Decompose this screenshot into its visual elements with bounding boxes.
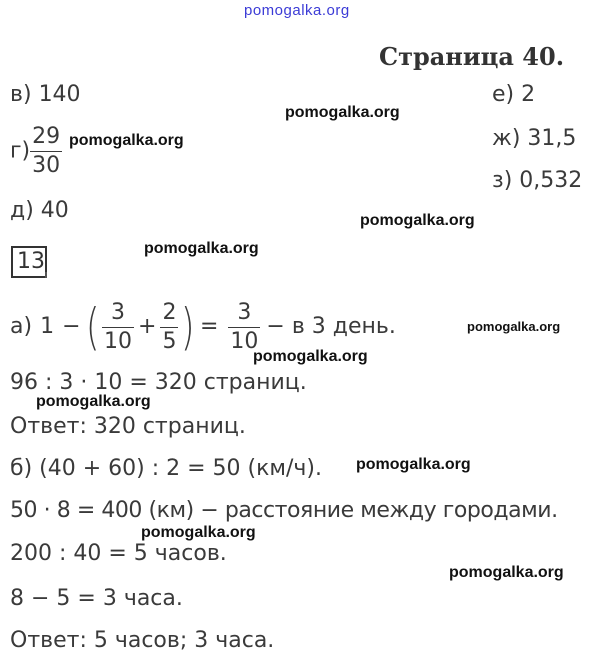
- solution-line: Ответ: 320 страниц.: [10, 414, 246, 439]
- watermark[interactable]: pomogalka.org: [449, 564, 564, 581]
- right-paren: ): [181, 298, 196, 356]
- top-watermark[interactable]: pomogalka.org: [244, 2, 350, 19]
- left-paren: (: [85, 298, 100, 356]
- answer-g: [10, 126, 62, 177]
- watermark[interactable]: pomogalka.org: [141, 524, 256, 541]
- fraction-numerator: 3: [237, 299, 252, 325]
- fraction-two-fifths: [160, 299, 178, 354]
- fraction-denominator: 10: [230, 328, 259, 354]
- task-box-tail: [45, 272, 47, 278]
- watermark[interactable]: pomogalka.org: [467, 319, 561, 334]
- task-a-label: а): [10, 314, 33, 339]
- answer-label: ж): [492, 126, 521, 151]
- plus-sign: +: [138, 314, 157, 339]
- fraction-denominator: 30: [32, 153, 61, 178]
- fraction-numerator: 29: [32, 124, 61, 149]
- page-title: Страница 40.: [379, 42, 565, 71]
- watermark[interactable]: pomogalka.org: [69, 132, 184, 149]
- answer-d: [10, 200, 69, 222]
- answer-value: 31,5: [527, 126, 577, 151]
- watermark[interactable]: pomogalka.org: [360, 212, 475, 229]
- answer-zh: [492, 128, 576, 150]
- fraction-numerator: 3: [111, 299, 126, 325]
- fraction-result: [228, 299, 260, 354]
- fraction-numerator: 2: [162, 299, 177, 325]
- watermark[interactable]: pomogalka.org: [253, 348, 368, 365]
- answer-value: 140: [38, 82, 81, 107]
- fraction-denominator: 10: [104, 328, 133, 354]
- watermark[interactable]: pomogalka.org: [285, 104, 400, 121]
- task-number-box: 13: [11, 246, 47, 278]
- minus-sign: −: [62, 314, 81, 339]
- solution-line: Ответ: 5 часов; 3 часа.: [10, 628, 275, 653]
- answer-label: д): [10, 198, 34, 223]
- answer-value: 40: [40, 198, 69, 223]
- solution-line: 8 − 5 = 3 часа.: [10, 586, 183, 611]
- answer-label: з): [492, 168, 513, 193]
- task-a-tail: − в 3 день.: [266, 314, 396, 339]
- watermark[interactable]: pomogalka.org: [36, 393, 151, 410]
- answer-value: 0,532: [519, 168, 583, 193]
- fraction-three-tenths: [102, 299, 134, 354]
- fraction: [30, 126, 62, 177]
- solution-line: 200 : 40 = 5 часов.: [10, 541, 227, 566]
- solution-line: 50 · 8 = 400 (км) − расстояние между городами.: [10, 498, 558, 523]
- answer-label: г): [10, 138, 31, 164]
- solution-line: 96 : 3 · 10 = 320 страниц.: [10, 370, 307, 395]
- solution-line: б) (40 + 60) : 2 = 50 (км/ч).: [10, 456, 322, 481]
- answer-z: [492, 170, 582, 192]
- equals-sign: =: [199, 314, 219, 339]
- answer-value: 2: [521, 82, 536, 107]
- answer-label: в): [10, 82, 32, 107]
- watermark[interactable]: pomogalka.org: [356, 456, 471, 473]
- answer-label: е): [492, 82, 515, 107]
- answer-e: [492, 84, 535, 106]
- number-one: 1: [40, 314, 55, 339]
- answer-v: [10, 84, 81, 106]
- watermark[interactable]: pomogalka.org: [144, 240, 259, 257]
- fraction-denominator: 5: [162, 328, 177, 354]
